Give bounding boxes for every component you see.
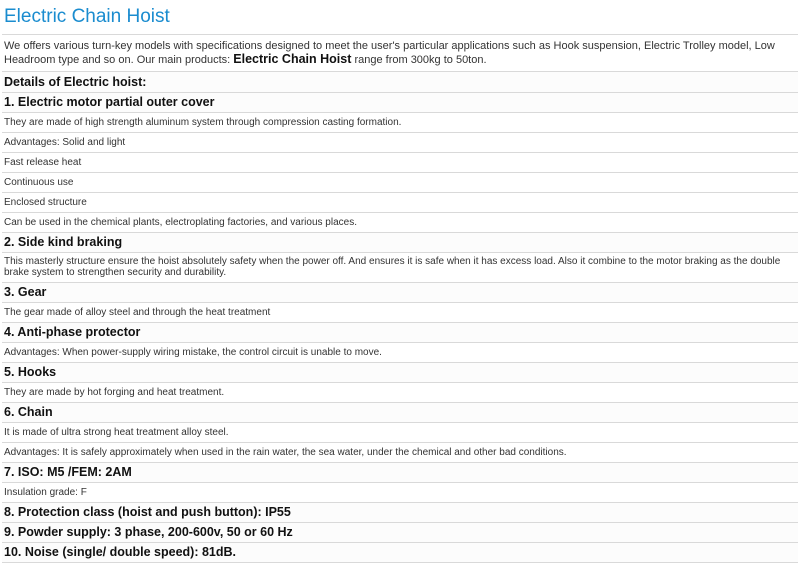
section-heading-power-supply: 9. Powder supply: 3 phase, 200-600v, 50 or 60 Hz bbox=[2, 523, 798, 543]
section-heading-noise: 10. Noise (single/ double speed): 81dB. bbox=[2, 543, 798, 563]
section-line: It is made of ultra strong heat treatment alloy steel. bbox=[2, 423, 798, 443]
intro-product-name: Electric Chain Hoist bbox=[233, 52, 352, 66]
section-line: They are made by hot forging and heat treatment. bbox=[2, 383, 798, 403]
section-line: Enclosed structure bbox=[2, 193, 798, 213]
page-title: Electric Chain Hoist bbox=[2, 0, 798, 35]
section-line: Continuous use bbox=[2, 173, 798, 193]
section-heading-protection-class: 8. Protection class (hoist and push button): IP55 bbox=[2, 503, 798, 523]
section-heading-side-braking: 2. Side kind braking bbox=[2, 233, 798, 253]
section-line: Advantages: When power-supply wiring mistake, the control circuit is unable to move. bbox=[2, 343, 798, 363]
section-line: Fast release heat bbox=[2, 153, 798, 173]
section-heading-chain: 6. Chain bbox=[2, 403, 798, 423]
section-line: Can be used in the chemical plants, electroplating factories, and various places. bbox=[2, 213, 798, 233]
section-line: Advantages: It is safely approximately when used in the rain water, the sea water, under the chemical and other bad conditions. bbox=[2, 443, 798, 463]
section-line: Insulation grade: F bbox=[2, 483, 798, 503]
intro-text-before: We offers various turn-key models with specifications designed to meet the user's particular applications such as Hook suspension, Electric Trolley model, Low Headroom type and so on. Our main products: bbox=[4, 40, 775, 66]
section-line: This masterly structure ensure the hoist absolutely safety when the power off. And ensures it is safe when it has excess load. Also it combine to the motor braking as the double brake system to strengthen security and durability. bbox=[2, 253, 798, 283]
section-heading-hooks: 5. Hooks bbox=[2, 363, 798, 383]
section-line: Advantages: Solid and light bbox=[2, 133, 798, 153]
intro-paragraph bbox=[2, 35, 798, 72]
section-heading-anti-phase: 4. Anti-phase protector bbox=[2, 323, 798, 343]
section-heading-motor-cover: 1. Electric motor partial outer cover bbox=[2, 93, 798, 113]
section-heading-gear: 3. Gear bbox=[2, 283, 798, 303]
section-heading-iso: 7. ISO: M5 /FEM: 2AM bbox=[2, 463, 798, 483]
intro-text-after: range from 300kg to 50ton. bbox=[351, 54, 487, 66]
section-line: The gear made of alloy steel and through the heat treatment bbox=[2, 303, 798, 323]
section-line: They are made of high strength aluminum system through compression casting formation. bbox=[2, 113, 798, 133]
details-heading: Details of Electric hoist: bbox=[2, 72, 798, 93]
